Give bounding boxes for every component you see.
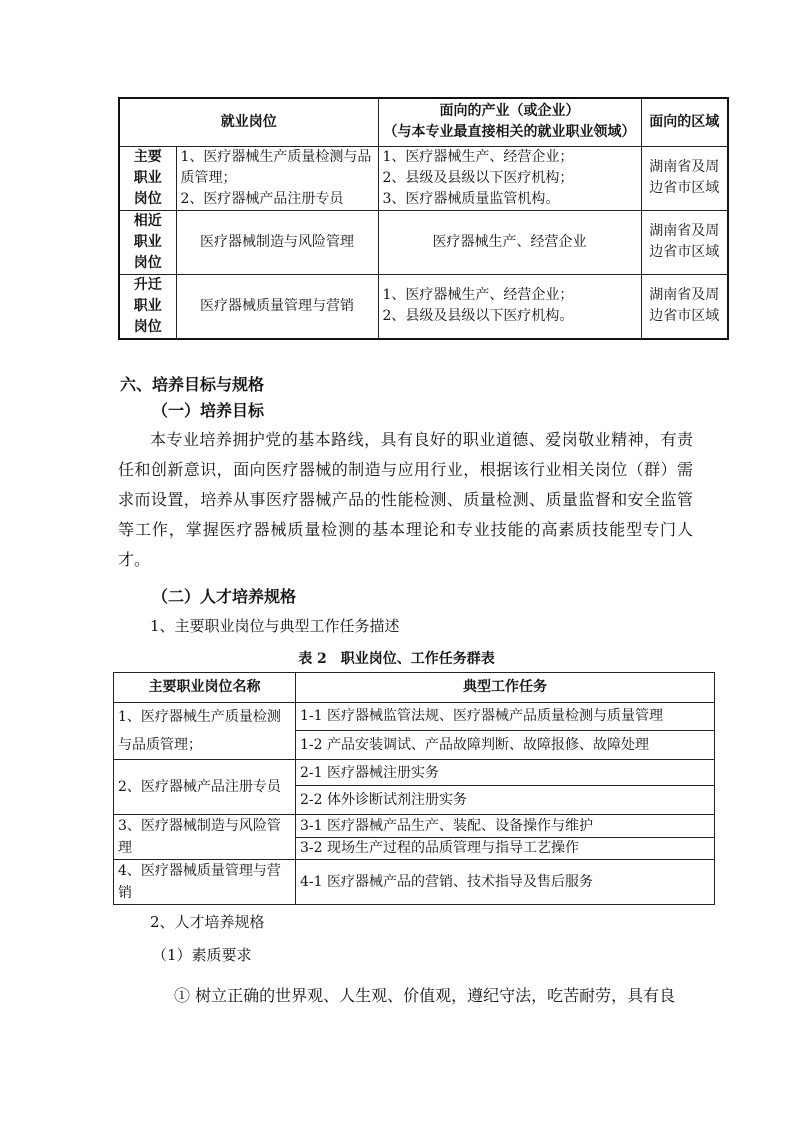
paragraph: 本专业培养拥护党的基本路线，具有良好的职业道德、爱岗敬业精神，有责任和创新意识，面向医疗器械的制造与应用行业，根据该行业相关岗位（群）需求而设置，培养从事医疗器械产品的性能检测、质量检测、质量监督和安全监管等工作，掌握医疗器械质量检测的基本理论和专业技能的高素质技能型专门人才。 <box>118 430 693 569</box>
task-cell: 1-1 医疗器械监管法规、医疗器械产品质量检测与质量管理 <box>296 703 715 731</box>
post-cell: 1、医疗器械生产质量检测与品质管理； <box>114 703 296 760</box>
table-row <box>119 210 728 274</box>
subsection-heading: （二）人才培养规格 <box>152 587 297 606</box>
list-item: （1）素质要求 <box>152 946 252 964</box>
table-row <box>114 703 715 731</box>
posts-cell: 医疗器械制造与风险管理 <box>176 210 378 274</box>
header-region: 面向的区域 <box>641 98 728 146</box>
post-cell: 2、医疗器械产品注册专员 <box>114 760 296 815</box>
task-cell: 2-1 医疗器械注册实务 <box>296 760 715 786</box>
task-cell: 3-1 医疗器械产品生产、装配、设备操作与维护 <box>296 815 715 838</box>
region-cell: 湖南省及周 边省市区域 <box>641 274 728 339</box>
row-label: 升迁 职业 岗位 <box>119 274 176 339</box>
tasks-table <box>113 672 715 905</box>
employment-table <box>118 97 729 340</box>
list-item: ① 树立正确的世界观、人生观、价值观，遵纪守法，吃苦耐劳，具有良 <box>174 986 676 1005</box>
table-row <box>114 760 715 786</box>
posts-cell: 医疗器械质量管理与营销 <box>176 274 378 339</box>
post-cell: 4、医疗器械质量管理与营销 <box>114 860 296 905</box>
post-cell: 3、医疗器械制造与风险管理 <box>114 815 296 860</box>
table-caption: 表 2 职业岗位、工作任务群表 <box>298 651 495 667</box>
industry-cell: 1、医疗器械生产、经营企业； 2、县级及县级以下医疗机构； 3、医疗器械质量监管机构。 <box>378 146 641 210</box>
row-label: 主要 职业 岗位 <box>119 146 176 210</box>
header-posts: 就业岗位 <box>119 98 378 146</box>
header-post: 主要职业岗位名称 <box>114 673 296 703</box>
posts-cell: 1、医疗器械生产质量检测与品质管理； 2、医疗器械产品注册专员 <box>176 146 378 210</box>
task-cell: 1-2 产品安装调试、产品故障判断、故障报修、故障处理 <box>296 730 715 759</box>
task-cell: 4-1 医疗器械产品的营销、技术指导及售后服务 <box>296 860 715 905</box>
task-cell: 2-2 体外诊断试剂注册实务 <box>296 786 715 815</box>
region-cell: 湖南省及周 边省市区域 <box>641 210 728 274</box>
industry-cell: 医疗器械生产、经营企业 <box>378 210 641 274</box>
table-row <box>119 146 728 210</box>
task-cell: 3-2 现场生产过程的品质管理与指导工艺操作 <box>296 837 715 860</box>
table-row <box>114 860 715 905</box>
header-industry-line1: 面向的产业（或企业） <box>439 103 580 120</box>
header-industry-line2: （与本专业最直接相关的就业职业领域） <box>383 124 636 141</box>
subsection-heading: （一）培养目标 <box>152 401 265 420</box>
list-item: 1、主要职业岗位与典型工作任务描述 <box>150 617 400 635</box>
header-tasks: 典型工作任务 <box>296 673 715 703</box>
list-item: 2、人才培养规格 <box>150 913 265 931</box>
industry-cell: 1、医疗器械生产、经营企业； 2、县级及县级以下医疗机构。 <box>378 274 641 339</box>
table-row <box>119 274 728 339</box>
table-row <box>114 815 715 838</box>
section-heading: 六、培养目标与规格 <box>120 375 265 394</box>
header-industry <box>378 98 641 146</box>
region-cell: 湖南省及周 边省市区域 <box>641 146 728 210</box>
row-label: 相近 职业 岗位 <box>119 210 176 274</box>
